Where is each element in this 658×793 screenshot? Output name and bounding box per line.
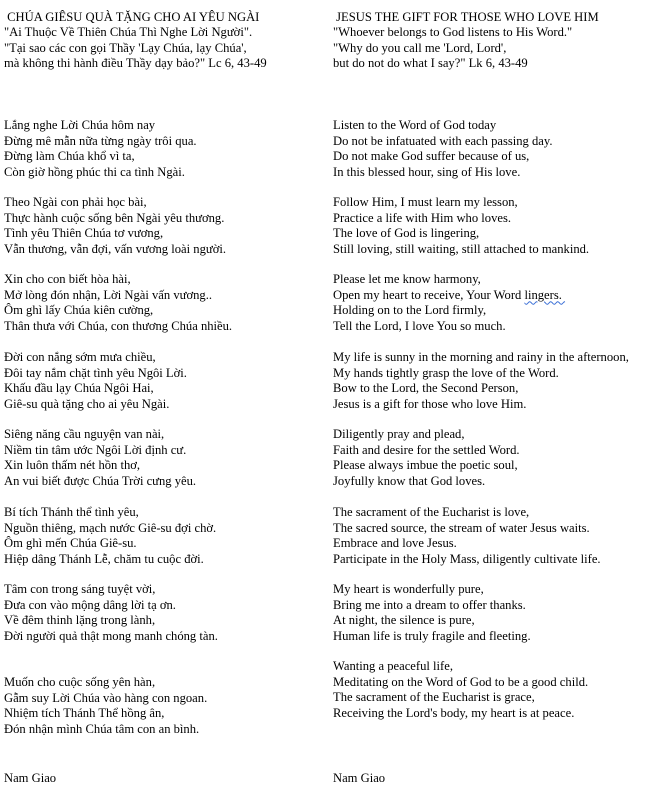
verse-line: Still loving, still waiting, still attached to mankind. (333, 241, 590, 256)
poem-title-vi: CHÚA GIÊSU QUÀ TẶNG CHO AI YÊU NGÀI (4, 10, 260, 24)
verse-line: Faith and desire for the settled Word. (333, 442, 520, 457)
quote-line: "Why do you call me 'Lord, Lord', (333, 40, 507, 55)
verse-line: The sacrament of the Eucharist is grace, (333, 690, 535, 704)
stanza-vi-1 (4, 118, 197, 180)
stanza-vi-4 (4, 350, 187, 412)
verse-line: Tâm con trong sáng tuyệt vời, (4, 582, 156, 596)
quote-line: "Ai Thuộc Về Thiên Chúa Thì Nghe Lời Người". (4, 25, 253, 39)
verse-line: Theo Ngài con phải học bài, (4, 195, 147, 209)
verse-line: Joyfully know that God loves. (333, 473, 486, 488)
verse-line: Còn giờ hồng phúc thi ca tình Ngài. (4, 164, 185, 179)
verse-line: Xin cho con biết hòa hài, (4, 272, 131, 286)
verse-line-text: Open my heart to receive, Your Word (333, 287, 525, 302)
verse-line: Nguồn thiêng, mạch nước Giê-su đợi chờ. (4, 520, 217, 535)
stanza-vi-7 (4, 582, 218, 644)
verse-line: Diligently pray and plead, (333, 427, 465, 441)
verse-line: Jesus is a gift for those who love Him. (333, 396, 527, 411)
verse-line: My hands tightly grasp the love of the Word. (333, 365, 559, 380)
verse-line: Holding on to the Lord firmly, (333, 303, 487, 317)
verse-line: Embrace and love Jesus. (333, 536, 457, 550)
poem-title-en: JESUS THE GIFT FOR THOSE WHO LOVE HIM (333, 10, 599, 24)
stanza-vi-2 (4, 195, 226, 257)
verse-line: Đời con nắng sớm mưa chiều, (4, 350, 156, 364)
stanza-vi-5 (4, 427, 196, 489)
verse-line: Bow to the Lord, the Second Person, (333, 381, 519, 395)
verse-line: Vẫn thương, vẫn đợi, vấn vương loài người. (4, 241, 227, 256)
quote-line: "Whoever belongs to God listens to His Word." (333, 25, 573, 39)
stanza-en-1 (333, 118, 553, 180)
verse-line: Human life is truly fragile and fleeting. (333, 628, 531, 643)
verse-line: Listen to the Word of God today (333, 118, 497, 132)
verse-line: Meditating on the Word of God to be a good child. (333, 674, 589, 689)
verse-line: Please always imbue the poetic soul, (333, 458, 518, 472)
verse-line: Đừng làm Chúa khổ vì ta, (4, 149, 135, 163)
verse-line: Muốn cho cuộc sống yên hàn, (4, 675, 156, 689)
verse-line: Ôm ghì lấy Chúa kiên cường, (4, 303, 154, 317)
verse-line: Participate in the Holy Mass, diligently cultivate life. (333, 551, 601, 566)
verse-line: The love of God is lingering, (333, 226, 480, 240)
verse-line: Đôi tay nắm chặt tình yêu Ngôi Lời. (4, 365, 187, 380)
stanza-en-2 (333, 195, 589, 257)
verse-line: Khấu đầu lạy Chúa Ngôi Hai, (4, 381, 154, 395)
verse-line: Đời người quả thật mong manh chóng tàn. (4, 628, 218, 643)
verse-line: In this blessed hour, sing of His love. (333, 164, 521, 179)
verse-line: Gẫm suy Lời Chúa vào hàng con ngoan. (4, 690, 208, 705)
author-signature-vi: Nam Giao (4, 771, 57, 785)
verse-line: Ôm ghì mến Chúa Giê-su. (4, 536, 137, 550)
verse-line: Giê-su quà tặng cho ai yêu Ngài. (4, 396, 170, 411)
stanza-vi-6 (4, 505, 216, 567)
verse-line: Bí tích Thánh thể tình yêu, (4, 505, 139, 519)
verse-line: Follow Him, I must learn my lesson, (333, 195, 518, 209)
verse-line: Lắng nghe Lời Chúa hôm nay (4, 118, 156, 132)
verse-line: Xin luôn thấm nét hồn thơ, (4, 458, 141, 472)
verse-line: Đón nhận mình Chúa tâm con an bình. (4, 721, 200, 736)
verse-line: Practice a life with Him who loves. (333, 210, 512, 225)
verse-line: The sacred source, the stream of water Jesus waits. (333, 520, 590, 535)
quote-line: mà không thi hành điều Thầy dạy bảo?" Lc 6, 43-49 (4, 56, 267, 70)
verse-line: My life is sunny in the morning and rainy in the afternoon, (333, 350, 629, 364)
author-signature-en: Nam Giao (333, 771, 386, 785)
verse-line: Do not make God suffer because of us, (333, 149, 530, 163)
stanza-en-4 (333, 350, 629, 412)
verse-line: Hiệp dâng Thánh Lễ, chăm tu cuộc đời. (4, 551, 204, 566)
verse-line: Wanting a peaceful life, (333, 659, 453, 673)
verse-line: Đừng mê mẫn nữa từng ngày trôi qua. (4, 133, 197, 148)
verse-line: Receiving the Lord's body, my heart is at peace. (333, 705, 575, 720)
verse-line: My heart is wonderfully pure, (333, 582, 484, 596)
verse-line: Tell the Lord, I love You so much. (333, 318, 506, 333)
verse-line: Thực hành cuộc sống bên Ngài yêu thương. (4, 210, 225, 225)
verse-line: Tình yêu Thiên Chúa tơ vương, (4, 226, 164, 240)
stanza-vi-3 (4, 272, 232, 334)
stanza-en-5 (333, 427, 520, 489)
stanza-en-7 (333, 582, 531, 644)
stanza-en-6 (333, 505, 601, 567)
verse-line: Please let me know harmony, (333, 272, 481, 286)
stanza-en-3 (333, 272, 565, 334)
verse-line: An vui biết được Chúa Trời cưng yêu. (4, 473, 197, 488)
verse-line: The sacrament of the Eucharist is love, (333, 505, 530, 519)
verse-line: Thân thưa với Chúa, con thương Chúa nhiều. (4, 318, 233, 333)
verse-line: Niềm tin tâm ước Ngôi Lời định cư. (4, 442, 187, 457)
verse-line: Đưa con vào mộng dâng lời tạ ơn. (4, 597, 176, 612)
verse-line: Về đêm thinh lặng trong lành, (4, 613, 156, 627)
verse-line: Mở lòng đón nhận, Lời Ngài vấn vương.. (4, 287, 212, 302)
stanza-vi-8 (4, 675, 207, 737)
verse-line (333, 288, 565, 304)
quote-line: "Tại sao các con gọi Thầy 'Lạy Chúa, lạy Chúa', (4, 40, 247, 55)
verse-line: Bring me into a dream to offer thanks. (333, 597, 526, 612)
verse-line: Siêng năng cầu nguyện van nài, (4, 427, 165, 441)
verse-line: Do not be infatuated with each passing day. (333, 133, 553, 148)
spellcheck-underlined-word[interactable]: lingers. (524, 287, 566, 302)
verse-line: Nhiệm tích Thánh Thể hồng ân, (4, 706, 165, 720)
scripture-quote-vi (4, 25, 267, 72)
verse-line: At night, the silence is pure, (333, 613, 475, 627)
stanza-en-8 (333, 659, 588, 721)
quote-line: but do not do what I say?" Lk 6, 43-49 (333, 56, 528, 70)
scripture-quote-en (333, 25, 572, 72)
